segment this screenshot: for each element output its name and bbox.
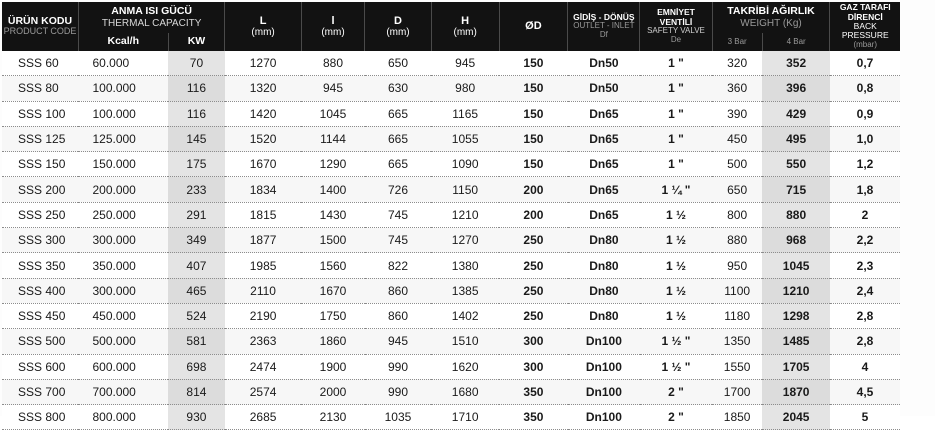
header-weight: TAKRİBİ AĞIRLIK WEIGHT (Kg): [712, 2, 830, 33]
cell-outlet: Dn80: [568, 253, 640, 278]
cell-w3: 650: [712, 177, 762, 202]
cell-code: SSS 350: [2, 253, 78, 278]
cell-l: 1860: [301, 329, 364, 354]
cell-bp: 2,8: [830, 303, 900, 328]
cell-l: 1500: [301, 228, 364, 253]
cell-d: 860: [365, 303, 432, 328]
cell-l: 2363: [225, 329, 301, 354]
cell-kw: 116: [168, 101, 225, 126]
cell-d: 650: [365, 51, 432, 76]
cell-w4: 1870: [762, 379, 830, 404]
header-outlet-inlet: GİDİŞ - DÖNÜŞ OUTLET - INLET Df: [568, 2, 640, 51]
cell-code: SSS 80: [2, 76, 78, 101]
cell-l: 1834: [225, 177, 301, 202]
cell-d: 745: [365, 228, 432, 253]
cell-code: SSS 150: [2, 152, 78, 177]
cell-d: 990: [365, 354, 432, 379]
cell-valve: 2 ": [640, 379, 712, 404]
cell-w3: 880: [712, 228, 762, 253]
cell-od: 250: [499, 278, 568, 303]
cell-l: 1670: [225, 152, 301, 177]
cell-kcal: 150.000: [78, 152, 168, 177]
cell-w3: 1550: [712, 354, 762, 379]
cell-l: 2000: [301, 379, 364, 404]
cell-code: SSS 125: [2, 126, 78, 151]
cell-valve: 1 ": [640, 51, 712, 76]
cell-kw: 116: [168, 76, 225, 101]
cell-h: 1680: [431, 379, 499, 404]
cell-code: SSS 60: [2, 51, 78, 76]
cell-outlet: Dn65: [568, 202, 640, 227]
cell-kcal: 350.000: [78, 253, 168, 278]
cell-bp: 2: [830, 202, 900, 227]
cell-w4: 880: [762, 202, 830, 227]
cell-w3: 800: [712, 202, 762, 227]
header-back-pressure: GAZ TARAFI DİRENCİ BACK PRESSURE (mbar): [830, 2, 900, 51]
cell-outlet: Dn65: [568, 177, 640, 202]
cell-outlet: Dn50: [568, 76, 640, 101]
cell-outlet: Dn65: [568, 101, 640, 126]
cell-w4: 429: [762, 101, 830, 126]
cell-d: 665: [365, 126, 432, 151]
cell-od: 150: [499, 101, 568, 126]
cell-valve: 1 ½: [640, 253, 712, 278]
table-row: [2, 126, 900, 151]
cell-code: SSS 500: [2, 329, 78, 354]
cell-kw: 698: [168, 354, 225, 379]
cell-kcal: 500.000: [78, 329, 168, 354]
table-body: [2, 51, 900, 430]
cell-w3: 360: [712, 76, 762, 101]
cell-od: 300: [499, 354, 568, 379]
cell-valve: 2 ": [640, 405, 712, 430]
cell-kw: 524: [168, 303, 225, 328]
cell-l: 2474: [225, 354, 301, 379]
cell-l: 1420: [225, 101, 301, 126]
cell-w4: 550: [762, 152, 830, 177]
cell-code: SSS 800: [2, 405, 78, 430]
table-row: [2, 152, 900, 177]
header-D: D (mm): [365, 2, 432, 51]
cell-kcal: 600.000: [78, 354, 168, 379]
cell-valve: 1 ½: [640, 278, 712, 303]
header-thermal-capacity: ANMA ISI GÜCÜ THERMAL CAPACITY: [78, 2, 224, 33]
cell-code: SSS 600: [2, 354, 78, 379]
cell-l: 1560: [301, 253, 364, 278]
cell-l: 1270: [225, 51, 301, 76]
cell-kcal: 100.000: [78, 101, 168, 126]
cell-w3: 500: [712, 152, 762, 177]
cell-code: SSS 450: [2, 303, 78, 328]
cell-valve: 1 ¼ ": [640, 177, 712, 202]
header-OD: ØD: [499, 2, 568, 51]
cell-kcal: 700.000: [78, 379, 168, 404]
cell-w4: 1298: [762, 303, 830, 328]
cell-h: 1210: [431, 202, 499, 227]
cell-code: SSS 400: [2, 278, 78, 303]
cell-bp: 1,8: [830, 177, 900, 202]
cell-w4: 396: [762, 76, 830, 101]
cell-l: 1670: [301, 278, 364, 303]
cell-bp: 5: [830, 405, 900, 430]
cell-h: 1165: [431, 101, 499, 126]
cell-w3: 320: [712, 51, 762, 76]
cell-bp: 0,8: [830, 76, 900, 101]
cell-kw: 465: [168, 278, 225, 303]
cell-l: 945: [301, 76, 364, 101]
cell-d: 1035: [365, 405, 432, 430]
cell-l: 1877: [225, 228, 301, 253]
cell-kw: 291: [168, 202, 225, 227]
cell-kw: 349: [168, 228, 225, 253]
cell-w4: 2045: [762, 405, 830, 430]
cell-w4: 1705: [762, 354, 830, 379]
cell-d: 822: [365, 253, 432, 278]
cell-od: 150: [499, 126, 568, 151]
table-row: [2, 329, 900, 354]
cell-od: 250: [499, 228, 568, 253]
cell-l: 2574: [225, 379, 301, 404]
cell-w4: 1210: [762, 278, 830, 303]
cell-l: 1320: [225, 76, 301, 101]
header-product-code: ÜRÜN KODU PRODUCT CODE: [2, 2, 78, 51]
header-4-bar: 4 Bar: [762, 33, 830, 51]
cell-bp: 4,5: [830, 379, 900, 404]
cell-l: 2110: [225, 278, 301, 303]
table-row: [2, 101, 900, 126]
table-row: [2, 228, 900, 253]
cell-valve: 1 ": [640, 126, 712, 151]
cell-outlet: Dn65: [568, 126, 640, 151]
cell-l: 2130: [301, 405, 364, 430]
cell-outlet: Dn100: [568, 405, 640, 430]
cell-l: 1985: [225, 253, 301, 278]
table-row: [2, 202, 900, 227]
cell-h: 1510: [431, 329, 499, 354]
cell-w3: 1700: [712, 379, 762, 404]
cell-d: 665: [365, 101, 432, 126]
header-safety-valve: EMNİYET VENTİLİ SAFETY VALVE De: [640, 2, 712, 51]
cell-kw: 233: [168, 177, 225, 202]
cell-od: 150: [499, 51, 568, 76]
cell-l: 1520: [225, 126, 301, 151]
cell-kw: 145: [168, 126, 225, 151]
cell-l: 1750: [301, 303, 364, 328]
cell-l: 1400: [301, 177, 364, 202]
cell-kcal: 300.000: [78, 228, 168, 253]
cell-od: 150: [499, 152, 568, 177]
cell-h: 945: [431, 51, 499, 76]
cell-od: 300: [499, 329, 568, 354]
cell-valve: 1 ": [640, 101, 712, 126]
table-row: [2, 379, 900, 404]
cell-w3: 1100: [712, 278, 762, 303]
cell-d: 726: [365, 177, 432, 202]
cell-valve: 1 ½ ": [640, 329, 712, 354]
header-l: l (mm): [301, 2, 364, 51]
cell-l: 1290: [301, 152, 364, 177]
cell-h: 1710: [431, 405, 499, 430]
cell-w3: 1350: [712, 329, 762, 354]
cell-h: 1150: [431, 177, 499, 202]
cell-w3: 390: [712, 101, 762, 126]
cell-bp: 1,2: [830, 152, 900, 177]
cell-kw: 930: [168, 405, 225, 430]
table-row: [2, 405, 900, 430]
cell-outlet: Dn100: [568, 354, 640, 379]
cell-outlet: Dn100: [568, 379, 640, 404]
cell-bp: 2,2: [830, 228, 900, 253]
cell-d: 860: [365, 278, 432, 303]
cell-kcal: 300.000: [78, 278, 168, 303]
cell-bp: 2,8: [830, 329, 900, 354]
spec-table: [2, 2, 900, 430]
cell-kcal: 450.000: [78, 303, 168, 328]
cell-od: 150: [499, 76, 568, 101]
table-row: [2, 278, 900, 303]
header-3-bar: 3 Bar: [712, 33, 762, 51]
cell-kcal: 100.000: [78, 76, 168, 101]
cell-code: SSS 250: [2, 202, 78, 227]
cell-l: 1900: [301, 354, 364, 379]
cell-l: 880: [301, 51, 364, 76]
cell-outlet: Dn100: [568, 329, 640, 354]
cell-h: 1402: [431, 303, 499, 328]
cell-h: 1055: [431, 126, 499, 151]
cell-bp: 4: [830, 354, 900, 379]
cell-d: 990: [365, 379, 432, 404]
cell-valve: 1 ½: [640, 303, 712, 328]
cell-kcal: 250.000: [78, 202, 168, 227]
table-row: [2, 253, 900, 278]
cell-l: 2190: [225, 303, 301, 328]
cell-code: SSS 300: [2, 228, 78, 253]
cell-w4: 968: [762, 228, 830, 253]
table-row: [2, 303, 900, 328]
header-kcal: Kcal/h: [78, 33, 168, 51]
cell-od: 250: [499, 253, 568, 278]
cell-l: 1144: [301, 126, 364, 151]
cell-valve: 1 ": [640, 76, 712, 101]
cell-valve: 1 ": [640, 152, 712, 177]
cell-kw: 581: [168, 329, 225, 354]
cell-l: 1430: [301, 202, 364, 227]
cell-kcal: 800.000: [78, 405, 168, 430]
cell-h: 1380: [431, 253, 499, 278]
header-L: L (mm): [225, 2, 301, 51]
table-row: [2, 177, 900, 202]
cell-code: SSS 100: [2, 101, 78, 126]
table-row: [2, 354, 900, 379]
cell-valve: 1 ½: [640, 202, 712, 227]
cell-kcal: 60.000: [78, 51, 168, 76]
cell-w3: 950: [712, 253, 762, 278]
cell-h: 1090: [431, 152, 499, 177]
cell-outlet: Dn80: [568, 303, 640, 328]
cell-kw: 407: [168, 253, 225, 278]
cell-outlet: Dn50: [568, 51, 640, 76]
cell-valve: 1 ½: [640, 228, 712, 253]
cell-bp: 2,4: [830, 278, 900, 303]
cell-kw: 175: [168, 152, 225, 177]
cell-outlet: Dn80: [568, 228, 640, 253]
cell-w4: 1485: [762, 329, 830, 354]
cell-l: 1815: [225, 202, 301, 227]
cell-kcal: 125.000: [78, 126, 168, 151]
cell-l: 1045: [301, 101, 364, 126]
cell-h: 1385: [431, 278, 499, 303]
cell-od: 200: [499, 202, 568, 227]
cell-d: 945: [365, 329, 432, 354]
cell-l: 2685: [225, 405, 301, 430]
cell-w4: 1045: [762, 253, 830, 278]
cell-kw: 70: [168, 51, 225, 76]
cell-code: SSS 700: [2, 379, 78, 404]
cell-h: 1270: [431, 228, 499, 253]
cell-h: 1620: [431, 354, 499, 379]
table-row: [2, 76, 900, 101]
table-row: [2, 51, 900, 76]
cell-od: 250: [499, 303, 568, 328]
cell-outlet: Dn80: [568, 278, 640, 303]
cell-d: 665: [365, 152, 432, 177]
cell-od: 200: [499, 177, 568, 202]
cell-kcal: 200.000: [78, 177, 168, 202]
cell-outlet: Dn65: [568, 152, 640, 177]
cell-d: 630: [365, 76, 432, 101]
cell-bp: 1,0: [830, 126, 900, 151]
cell-bp: 0,7: [830, 51, 900, 76]
table-header: [2, 2, 900, 51]
cell-w4: 495: [762, 126, 830, 151]
cell-bp: 2,3: [830, 253, 900, 278]
cell-kw: 814: [168, 379, 225, 404]
cell-valve: 1 ½ ": [640, 354, 712, 379]
cell-w4: 352: [762, 51, 830, 76]
cell-bp: 0,9: [830, 101, 900, 126]
cell-w4: 715: [762, 177, 830, 202]
cell-w3: 1850: [712, 405, 762, 430]
cell-h: 980: [431, 76, 499, 101]
header-kw: KW: [168, 33, 225, 51]
cell-code: SSS 200: [2, 177, 78, 202]
cell-w3: 1180: [712, 303, 762, 328]
cell-d: 745: [365, 202, 432, 227]
cell-od: 350: [499, 405, 568, 430]
cell-od: 350: [499, 379, 568, 404]
header-H: H (mm): [431, 2, 499, 51]
cell-w3: 450: [712, 126, 762, 151]
